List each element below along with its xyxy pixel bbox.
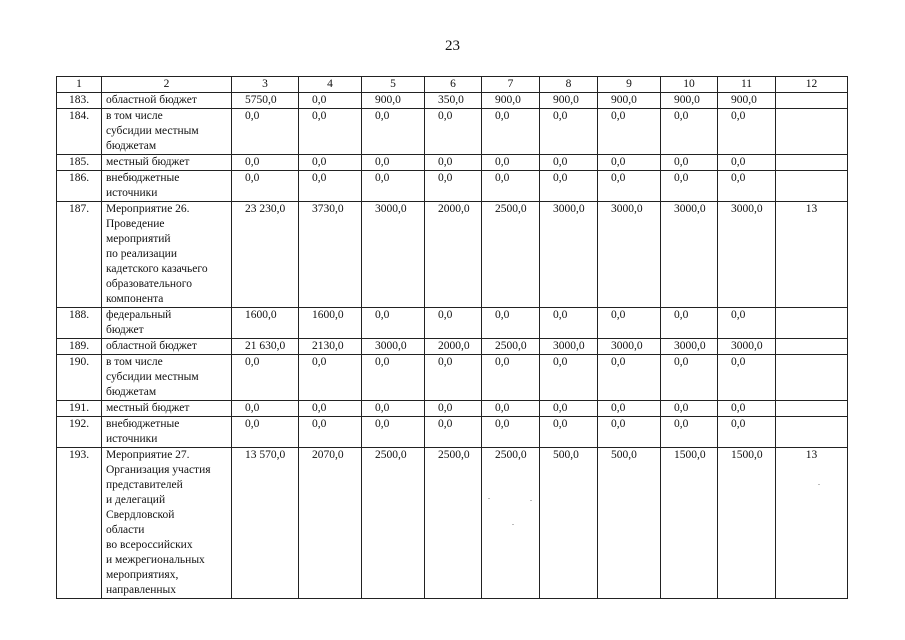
value-cell: 3000,0 bbox=[362, 202, 425, 308]
value-cell: 0,0 bbox=[482, 417, 540, 448]
column-header: 8 bbox=[540, 77, 598, 93]
value-cell: 0,0 bbox=[299, 155, 362, 171]
column-header: 7 bbox=[482, 77, 540, 93]
budget-table bbox=[56, 76, 848, 599]
column-header: 1 bbox=[57, 77, 102, 93]
value-cell: 0,0 bbox=[232, 155, 299, 171]
table-row bbox=[57, 171, 848, 202]
value-cell: 0,0 bbox=[718, 401, 776, 417]
row-label: внебюджетные источники bbox=[102, 171, 232, 202]
value-cell: 0,0 bbox=[540, 155, 598, 171]
value-cell: 0,0 bbox=[299, 417, 362, 448]
row-label: областной бюджет bbox=[102, 339, 232, 355]
value-cell: 5750,0 bbox=[232, 93, 299, 109]
value-cell: 2130,0 bbox=[299, 339, 362, 355]
value-cell: 0,0 bbox=[299, 93, 362, 109]
row-number: 183. bbox=[57, 93, 102, 109]
value-cell: 13 570,0 bbox=[232, 448, 299, 599]
column-header: 11 bbox=[718, 77, 776, 93]
value-cell: 350,0 bbox=[425, 93, 482, 109]
column-header: 5 bbox=[362, 77, 425, 93]
value-cell: 0,0 bbox=[540, 171, 598, 202]
row-number: 192. bbox=[57, 417, 102, 448]
table-row bbox=[57, 417, 848, 448]
value-cell: 3730,0 bbox=[299, 202, 362, 308]
row-label: областной бюджет bbox=[102, 93, 232, 109]
target-indicator-cell bbox=[776, 308, 848, 339]
value-cell: 2500,0 bbox=[425, 448, 482, 599]
scan-speck bbox=[530, 500, 532, 501]
value-cell: 3000,0 bbox=[598, 339, 661, 355]
row-label: в том числе субсидии местным бюджетам bbox=[102, 355, 232, 401]
value-cell: 0,0 bbox=[482, 109, 540, 155]
value-cell: 0,0 bbox=[425, 155, 482, 171]
value-cell: 3000,0 bbox=[718, 339, 776, 355]
value-cell: 0,0 bbox=[362, 355, 425, 401]
value-cell: 0,0 bbox=[482, 171, 540, 202]
value-cell: 0,0 bbox=[598, 355, 661, 401]
value-cell: 0,0 bbox=[661, 155, 718, 171]
value-cell: 0,0 bbox=[425, 355, 482, 401]
row-label: Мероприятие 26. Проведение мероприятий по реализации кадетского казачьего образовательного компонента bbox=[102, 202, 232, 308]
column-header: 6 bbox=[425, 77, 482, 93]
value-cell: 0,0 bbox=[718, 109, 776, 155]
value-cell: 0,0 bbox=[482, 401, 540, 417]
table-row bbox=[57, 155, 848, 171]
scan-speck bbox=[818, 484, 820, 485]
table-header-row bbox=[57, 77, 848, 93]
value-cell: 0,0 bbox=[425, 109, 482, 155]
row-number: 189. bbox=[57, 339, 102, 355]
value-cell: 0,0 bbox=[299, 171, 362, 202]
value-cell: 0,0 bbox=[232, 355, 299, 401]
value-cell: 0,0 bbox=[482, 155, 540, 171]
value-cell: 0,0 bbox=[299, 401, 362, 417]
value-cell: 0,0 bbox=[540, 308, 598, 339]
value-cell: 0,0 bbox=[598, 401, 661, 417]
value-cell: 0,0 bbox=[232, 401, 299, 417]
value-cell: 0,0 bbox=[718, 355, 776, 401]
row-label: Мероприятие 27. Организация участия представителей и делегаций Свердловской области во всероссийских и межрегиональных мероприятиях, направленных bbox=[102, 448, 232, 599]
value-cell: 0,0 bbox=[425, 401, 482, 417]
value-cell: 500,0 bbox=[598, 448, 661, 599]
value-cell: 0,0 bbox=[661, 417, 718, 448]
value-cell: 900,0 bbox=[718, 93, 776, 109]
value-cell: 0,0 bbox=[425, 417, 482, 448]
target-indicator-cell bbox=[776, 339, 848, 355]
value-cell: 0,0 bbox=[598, 109, 661, 155]
row-number: 184. bbox=[57, 109, 102, 155]
value-cell: 0,0 bbox=[598, 308, 661, 339]
column-header: 3 bbox=[232, 77, 299, 93]
row-label: местный бюджет bbox=[102, 155, 232, 171]
value-cell: 0,0 bbox=[661, 401, 718, 417]
value-cell: 0,0 bbox=[661, 171, 718, 202]
value-cell: 0,0 bbox=[540, 417, 598, 448]
row-number: 193. bbox=[57, 448, 102, 599]
target-indicator-cell: 13 bbox=[776, 448, 848, 599]
value-cell: 2500,0 bbox=[482, 448, 540, 599]
value-cell: 0,0 bbox=[540, 401, 598, 417]
value-cell: 0,0 bbox=[661, 109, 718, 155]
row-label: в том числе субсидии местным бюджетам bbox=[102, 109, 232, 155]
table-row bbox=[57, 339, 848, 355]
row-label: местный бюджет bbox=[102, 401, 232, 417]
value-cell: 0,0 bbox=[362, 417, 425, 448]
value-cell: 0,0 bbox=[482, 355, 540, 401]
row-number: 187. bbox=[57, 202, 102, 308]
table-row bbox=[57, 448, 848, 599]
value-cell: 0,0 bbox=[718, 171, 776, 202]
value-cell: 0,0 bbox=[232, 417, 299, 448]
value-cell: 0,0 bbox=[482, 308, 540, 339]
value-cell: 0,0 bbox=[232, 171, 299, 202]
value-cell: 0,0 bbox=[718, 155, 776, 171]
value-cell: 2000,0 bbox=[425, 202, 482, 308]
value-cell: 500,0 bbox=[540, 448, 598, 599]
value-cell: 0,0 bbox=[362, 308, 425, 339]
target-indicator-cell bbox=[776, 401, 848, 417]
table-row bbox=[57, 401, 848, 417]
row-number: 186. bbox=[57, 171, 102, 202]
value-cell: 0,0 bbox=[661, 355, 718, 401]
column-header: 9 bbox=[598, 77, 661, 93]
target-indicator-cell: 13 bbox=[776, 202, 848, 308]
value-cell: 3000,0 bbox=[718, 202, 776, 308]
scan-speck bbox=[488, 498, 490, 499]
table-row bbox=[57, 308, 848, 339]
value-cell: 2000,0 bbox=[425, 339, 482, 355]
value-cell: 3000,0 bbox=[598, 202, 661, 308]
column-header: 12 bbox=[776, 77, 848, 93]
value-cell: 3000,0 bbox=[661, 339, 718, 355]
row-number: 185. bbox=[57, 155, 102, 171]
value-cell: 0,0 bbox=[661, 308, 718, 339]
value-cell: 0,0 bbox=[232, 109, 299, 155]
value-cell: 3000,0 bbox=[661, 202, 718, 308]
page-number: 23 bbox=[445, 38, 460, 54]
value-cell: 0,0 bbox=[362, 401, 425, 417]
value-cell: 0,0 bbox=[299, 355, 362, 401]
table-row bbox=[57, 202, 848, 308]
target-indicator-cell bbox=[776, 109, 848, 155]
value-cell: 0,0 bbox=[299, 109, 362, 155]
value-cell: 1500,0 bbox=[718, 448, 776, 599]
value-cell: 0,0 bbox=[425, 171, 482, 202]
value-cell: 900,0 bbox=[598, 93, 661, 109]
value-cell: 3000,0 bbox=[540, 339, 598, 355]
value-cell: 0,0 bbox=[540, 109, 598, 155]
table-row bbox=[57, 93, 848, 109]
value-cell: 1500,0 bbox=[661, 448, 718, 599]
target-indicator-cell bbox=[776, 171, 848, 202]
value-cell: 900,0 bbox=[362, 93, 425, 109]
value-cell: 3000,0 bbox=[540, 202, 598, 308]
value-cell: 1600,0 bbox=[232, 308, 299, 339]
value-cell: 0,0 bbox=[598, 417, 661, 448]
value-cell: 0,0 bbox=[425, 308, 482, 339]
value-cell: 900,0 bbox=[482, 93, 540, 109]
row-number: 190. bbox=[57, 355, 102, 401]
target-indicator-cell bbox=[776, 417, 848, 448]
value-cell: 2500,0 bbox=[482, 202, 540, 308]
value-cell: 1600,0 bbox=[299, 308, 362, 339]
target-indicator-cell bbox=[776, 155, 848, 171]
column-header: 4 bbox=[299, 77, 362, 93]
table-row bbox=[57, 109, 848, 155]
row-number: 191. bbox=[57, 401, 102, 417]
column-header: 2 bbox=[102, 77, 232, 93]
value-cell: 23 230,0 bbox=[232, 202, 299, 308]
value-cell: 0,0 bbox=[540, 355, 598, 401]
value-cell: 900,0 bbox=[540, 93, 598, 109]
value-cell: 0,0 bbox=[362, 155, 425, 171]
value-cell: 0,0 bbox=[598, 171, 661, 202]
table-row bbox=[57, 355, 848, 401]
row-label: федеральный бюджет bbox=[102, 308, 232, 339]
scan-speck bbox=[512, 524, 514, 525]
value-cell: 0,0 bbox=[718, 417, 776, 448]
value-cell: 3000,0 bbox=[362, 339, 425, 355]
value-cell: 21 630,0 bbox=[232, 339, 299, 355]
value-cell: 900,0 bbox=[661, 93, 718, 109]
target-indicator-cell bbox=[776, 355, 848, 401]
row-label: внебюджетные источники bbox=[102, 417, 232, 448]
value-cell: 2500,0 bbox=[482, 339, 540, 355]
value-cell: 0,0 bbox=[362, 109, 425, 155]
value-cell: 2500,0 bbox=[362, 448, 425, 599]
value-cell: 0,0 bbox=[598, 155, 661, 171]
column-header: 10 bbox=[661, 77, 718, 93]
target-indicator-cell bbox=[776, 93, 848, 109]
value-cell: 0,0 bbox=[718, 308, 776, 339]
value-cell: 2070,0 bbox=[299, 448, 362, 599]
value-cell: 0,0 bbox=[362, 171, 425, 202]
row-number: 188. bbox=[57, 308, 102, 339]
